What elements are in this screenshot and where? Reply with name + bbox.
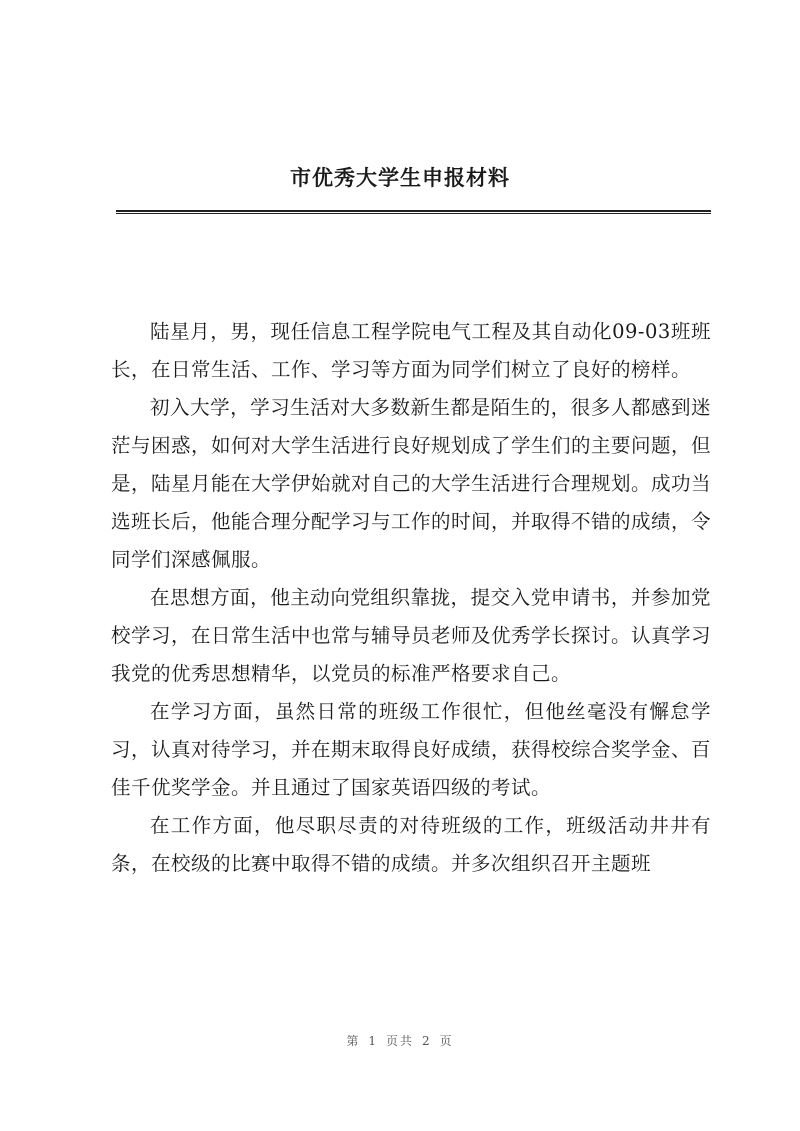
paragraph-ideology: 在思想方面，他主动向党组织靠拢，提交入党申请书，并参加党校学习，在日常生活中也常与辅导员老师及优秀学长探讨。认真学习我党的优秀思想精华，以党员的标准严格要求自己。 bbox=[111, 586, 712, 685]
document-body bbox=[111, 313, 711, 883]
paragraph-intro: 陆星月，男，现任信息工程学院电气工程及其自动化09-03班班长，在日常生活、工作、学习等方面为同学们树立了良好的榜样。 bbox=[111, 320, 711, 381]
footer-suffix: 页 bbox=[439, 1034, 454, 1048]
footer-current-page: 1 bbox=[368, 1034, 378, 1048]
paragraph-study: 在学习方面，虽然日常的班级工作很忙，但他丝毫没有懈怠学习，认真对待学习，并在期末取得良好成绩，获得校综合奖学金、百佳千优奖学金。并且通过了国家英语四级的考试。 bbox=[111, 700, 712, 799]
footer-prefix: 第 bbox=[346, 1034, 361, 1048]
paragraph-work: 在工作方面，他尽职尽责的对待班级的工作，班级活动井井有条，在校级的比赛中取得不错的成绩。并多次组织召开主题班 bbox=[111, 814, 711, 875]
document-title: 市优秀大学生申报材料 bbox=[290, 165, 510, 190]
page-footer bbox=[0, 1032, 800, 1049]
footer-total-pages: 2 bbox=[422, 1034, 432, 1048]
title-divider bbox=[116, 210, 711, 214]
paragraph-planning: 初入大学，学习生活对大多数新生都是陌生的，很多人都感到迷茫与困惑，如何对大学生活进行良好规划成了学生们的主要问题，但是，陆星月能在大学伊始就对自己的大学生活进行合理规划。成功当选班长后，他能合理分配学习与工作的时间，并取得不错的成绩，令同学们深感佩服。 bbox=[111, 396, 712, 571]
footer-middle: 页共 bbox=[385, 1034, 414, 1048]
